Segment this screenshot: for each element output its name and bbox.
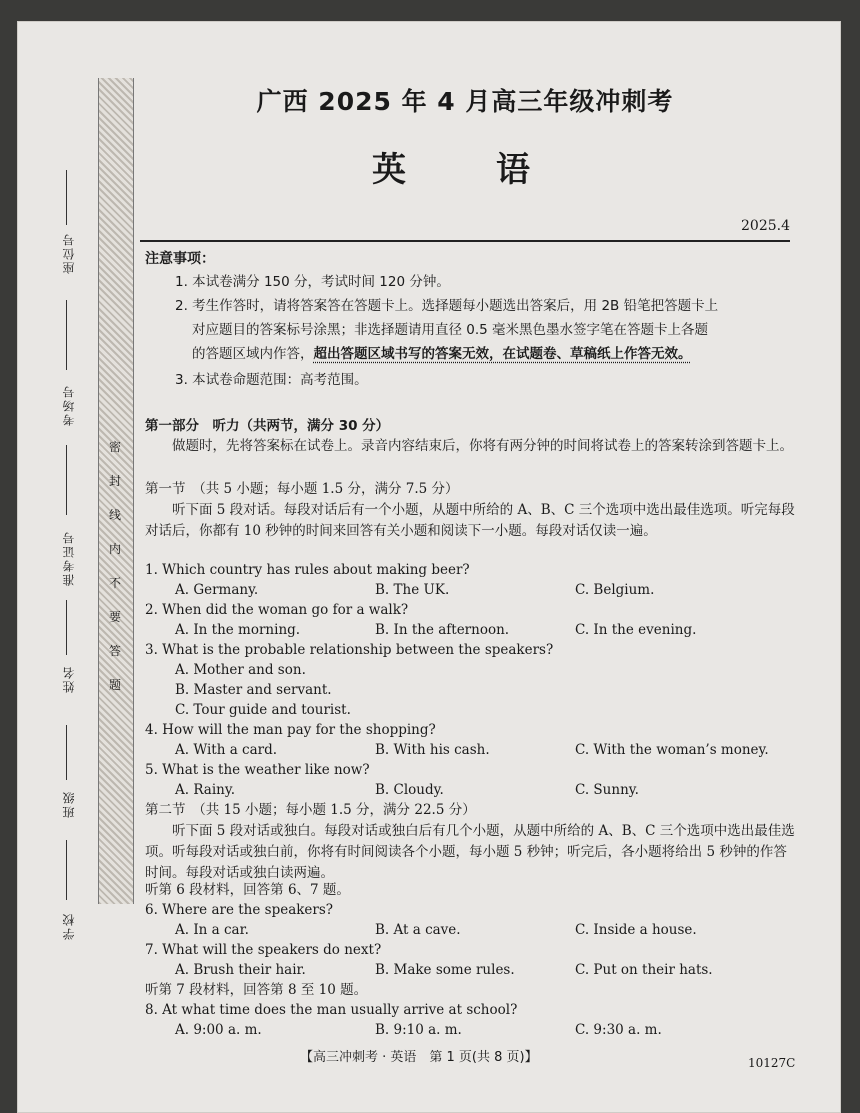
- q3-option-a: A. Mother and son.: [175, 662, 306, 678]
- notice-item-2c: [192, 342, 792, 366]
- q5-option-c: C. Sunny.: [575, 782, 639, 798]
- q7-option-a: A. Brush their hair.: [175, 962, 306, 978]
- q6-stem: 6. Where are the speakers?: [145, 902, 334, 918]
- notice-item-1: 1. 本试卷满分 150 分，考试时间 120 分钟。: [175, 274, 450, 290]
- material-6-heading: 听第 6 段材料，回答第 6、7 题。: [145, 882, 350, 898]
- sec1-title: 第一节 （共 5 小题；每小题 1.5 分，满分 7.5 分）: [145, 481, 459, 497]
- name-label: 姓名: [62, 665, 76, 693]
- q2-option-b: B. In the afternoon.: [375, 622, 510, 638]
- subject-title: 英 语: [372, 150, 558, 190]
- notice-item-2a: 2. 考生作答时，请将答案答在答题卡上。选择题每小题选出答案后，用 2B 铅笔把答题卡上: [175, 298, 719, 314]
- room-label: 考场号: [62, 384, 76, 426]
- sec1-intro: 听下面 5 段对话。每段对话后有一个小题，从题中所给的 A、B、C 三个选项中选出最佳选项。听完每段对话后，你都有 10 秒钟的时间来回答有关小题和阅读下一小题。每段对话仅读一遍。: [145, 502, 795, 539]
- q5-stem: 5. What is the weather like now?: [145, 762, 370, 778]
- q4-stem: 4. How will the man pay for the shopping?: [145, 722, 436, 738]
- q2-option-a: A. In the morning.: [175, 622, 301, 638]
- notice-item-2b: 对应题目的答案标号涂黑；非选择题请用直径 0.5 毫米黑色墨水签字笔在答题卡上各题: [192, 322, 709, 338]
- q6-option-c: C. Inside a house.: [575, 922, 697, 938]
- notice-item-2c-plain: 的答题区域内作答，: [192, 346, 314, 362]
- ticket-label: 准考证号: [62, 530, 76, 586]
- q1-option-a: A. Germany.: [175, 582, 259, 598]
- seat-label: 座位号: [62, 232, 76, 274]
- seat-line: [66, 170, 67, 225]
- q2-option-c: C. In the evening.: [575, 622, 697, 638]
- q8-stem: 8. At what time does the man usually arrive at school?: [145, 1002, 518, 1018]
- header-rule: [140, 240, 790, 242]
- q5-option-a: A. Rainy.: [175, 782, 235, 798]
- paper-code: 10127C: [748, 1056, 796, 1070]
- ticket-line: [66, 445, 67, 515]
- part1-title: 第一部分 听力（共两节，满分 30 分）: [145, 418, 390, 434]
- q4-option-b: B. With his cash.: [375, 742, 490, 758]
- q1-option-b: B. The UK.: [375, 582, 450, 598]
- q8-option-c: C. 9:30 a. m.: [575, 1022, 662, 1038]
- q8-option-a: A. 9:00 a. m.: [175, 1022, 262, 1038]
- exam-title: 广西 2025 年 4 月高三年级冲刺考: [256, 87, 674, 116]
- q7-option-b: B. Make some rules.: [375, 962, 515, 978]
- sec2-intro: 听下面 5 段对话或独白。每段对话或独白后有几个小题，从题中所给的 A、B、C 三个选项中选出最佳选项。听每段对话或独白前，你将有时间阅读各个小题，每小题 5 秒钟；听完后，各小题将给出 5 秒钟的作答时间。每段对话或独白读两遍。: [145, 823, 795, 881]
- q3-stem: 3. What is the probable relationship between the speakers?: [145, 642, 554, 658]
- material-7-heading: 听第 7 段材料，回答第 8 至 10 题。: [145, 982, 368, 998]
- notice-title: 注意事项：: [145, 251, 215, 267]
- name-line: [66, 600, 67, 655]
- q4-option-c: C. With the woman’s money.: [575, 742, 769, 758]
- q1-option-c: C. Belgium.: [575, 582, 655, 598]
- q6-option-b: B. At a cave.: [375, 922, 461, 938]
- q4-option-a: A. With a card.: [175, 742, 278, 758]
- q7-option-c: C. Put on their hats.: [575, 962, 713, 978]
- q1-stem: 1. Which country has rules about making beer?: [145, 562, 470, 578]
- page-footer: 【高三冲刺考 · 英语 第 1 页(共 8 页)】: [300, 1050, 538, 1065]
- exam-date: 2025.4: [741, 218, 790, 234]
- school-line: [66, 840, 67, 900]
- notice-item-3: 3. 本试卷命题范围：高考范围。: [175, 372, 368, 388]
- class-line: [66, 725, 67, 780]
- part1-intro: 做题时，先将答案标在试卷上。录音内容结束后，你将有两分钟的时间将试卷上的答案转涂到答题卡上。: [172, 438, 793, 454]
- q2-stem: 2. When did the woman go for a walk?: [145, 602, 409, 618]
- q3-option-b: B. Master and servant.: [175, 682, 332, 698]
- sec2-title: 第二节 （共 15 小题；每小题 1.5 分，满分 22.5 分）: [145, 802, 476, 818]
- school-label: 学校: [62, 912, 76, 940]
- binding-warning: 密封线内不要答题: [108, 440, 121, 692]
- q8-option-b: B. 9:10 a. m.: [375, 1022, 462, 1038]
- q7-stem: 7. What will the speakers do next?: [145, 942, 382, 958]
- q5-option-b: B. Cloudy.: [375, 782, 444, 798]
- q3-option-c: C. Tour guide and tourist.: [175, 702, 351, 718]
- notice-item-2c-bold: 超出答题区域书写的答案无效，在试题卷、草稿纸上作答无效。: [313, 346, 692, 362]
- class-label: 班级: [62, 790, 76, 818]
- room-line: [66, 300, 67, 370]
- q6-option-a: A. In a car.: [175, 922, 249, 938]
